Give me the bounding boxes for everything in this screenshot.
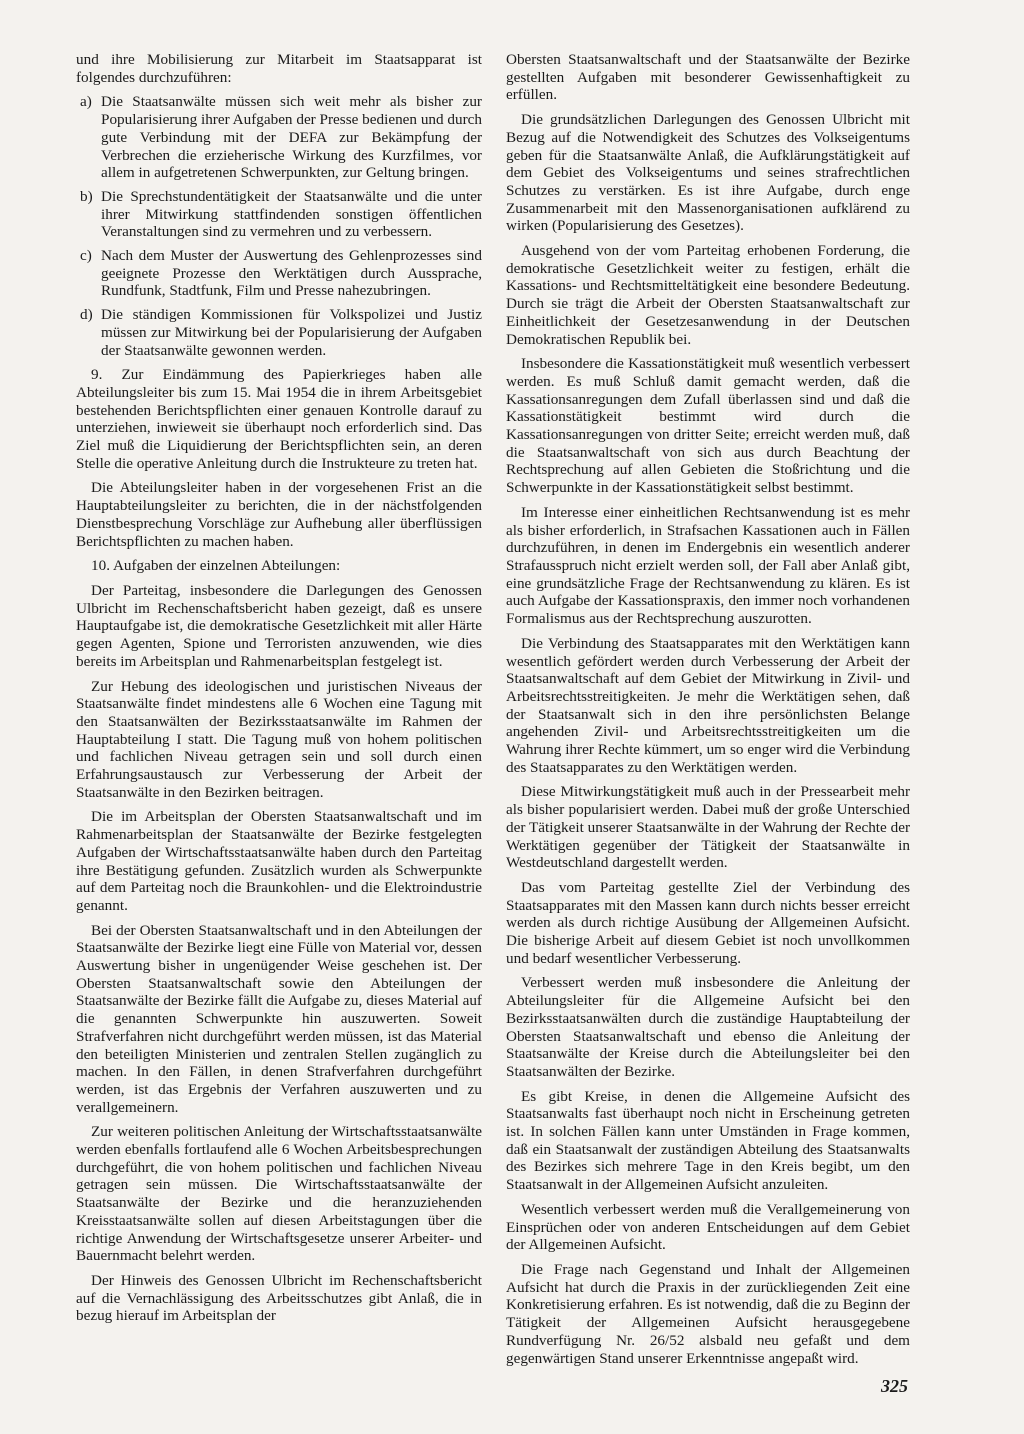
paragraph: Bei der Obersten Staatsanwaltschaft und in den Abteilungen der Staatsanwälte der Bezirke liegt eine Fülle von Material vor, dessen Auswertung bisher in ungenügender Weise geschehen ist. Der Obersten Staatsanwaltschaft sowie den Abteilungen der Staatsanwälte der Bezirke fällt die Aufgabe zu, dieses Material auf die genannten Schwerpunkte hin auszuwerten. Soweit Strafverfahren nicht durchgeführt werden müssen, ist das Material den beteiligten Ministerien und zentralen Stellen zugänglich zu machen. In den Fällen, in denen Strafverfahren durchgeführt werden, ist das Ergebnis der Verfahren auszuwerten und zu verallgemeinern.: [76, 921, 482, 1116]
list-marker: c): [80, 247, 92, 265]
paragraph: Ausgehend von der vom Parteitag erhobenen Forderung, die demokratische Gesetzlichkeit weiter zu festigen, erhält die Kassations- und Rechtsmitteltätigkeit eine besondere Bedeutung. Durch sie trägt die Arbeit der Obersten Staatsanwaltschaft zur Einheitlichkeit der Gesetzesanwendung in der Deutschen Demokratischen Republik bei.: [506, 242, 910, 348]
list-item-text: Die ständigen Kommissionen für Volkspolizei und Justiz müssen zur Mitwirkung bei der Popularisierung der Aufgaben der Staatsanwälte gewonnen werden.: [101, 306, 482, 359]
list-item: [76, 247, 482, 300]
paragraph: Der Hinweis des Genossen Ulbricht im Rechenschaftsbericht auf die Vernachlässigung des Arbeitsschutzes gibt Anlaß, die in bezug hierauf im Arbeitsplan der: [76, 1272, 482, 1325]
paragraph: Die Frage nach Gegenstand und Inhalt der Allgemeinen Aufsicht hat durch die Praxis in der zurückliegenden Zeit eine Konkretisierung erfahren. Es ist notwendig, daß die zu Beginn der Tätigkeit der Allgemeinen Aufsicht herausgegebene Rundverfügung Nr. 26/52 alsbald neu gefaßt und dem gegenwärtigen Stand unserer Erkenntnisse angepaßt wird.: [506, 1261, 910, 1367]
paragraph: Diese Mitwirkungstätigkeit muß auch in der Pressearbeit mehr als bisher popularisiert werden. Dabei muß der große Unterschied der Tätigkeit unserer Staatsanwälte in der Wahrung der Rechte der Werktätigen gegenüber der Tätigkeit der Staatsanwälte in Westdeutschland dargestellt werden.: [506, 783, 910, 872]
paragraph: Die Abteilungsleiter haben in der vorgesehenen Frist an die Hauptabteilungsleiter zu berichten, die in der nächstfolgenden Dienstbesprechung Vorschläge zur Aufhebung aller überflüssigen Berichtspflichten zu machen haben.: [76, 479, 482, 550]
paragraph: 9. Zur Eindämmung des Papierkrieges haben alle Abteilungsleiter bis zum 15. Mai 1954 die in ihrem Arbeitsgebiet bestehenden Berichtspflichten einer genauen Kontrolle darauf zu unterziehen, inwieweit sie überhaupt noch erforderlich sind. Das Ziel muß die Liquidierung der Berichtspflichten sein, an deren Stelle die operative Anleitung durch die Instrukteure zu treten hat.: [76, 366, 482, 472]
list-marker: d): [80, 306, 93, 324]
paragraph: Zur weiteren politischen Anleitung der Wirtschaftsstaatsanwälte werden ebenfalls fortlaufend alle 6 Wochen Arbeitsbesprechungen durchgeführt, die von hohem politischen und fachlichen Niveau getragen sein müssen. Die Wirtschaftsstaatsanwälte der Staatsanwälte der Bezirke und die heranzuziehenden Kreisstaatsanwälte sollen auf diesen Arbeitstagungen über die richtige Anwendung der Wirtschaftsgesetze unserer Arbeiter- und Bauernmacht belehrt werden.: [76, 1123, 482, 1265]
right-column: [506, 51, 910, 1374]
paragraph: Es gibt Kreise, in denen die Allgemeine Aufsicht des Staatsanwalts fast überhaupt noch nicht in Erscheinung getreten ist. In solchen Fällen kann unter Umständen in Frage kommen, daß ein Staatsanwalt der zuständigen Abteilung des Staatsanwalts des Bezirkes sich mehrere Tage in den Kreis begibt, um den Staatsanwalt in der Allgemeinen Aufsicht anzuleiten.: [506, 1087, 910, 1194]
left-column: [76, 51, 482, 1332]
paragraph: Der Parteitag, insbesondere die Darlegungen des Genossen Ulbricht im Rechenschaftsbericht haben gezeigt, daß es unsere Hauptaufgabe ist, die demokratische Gesetzlichkeit mit aller Härte gegen Agenten, Spione und Terroristen anzuwenden, wie dies bereits im Arbeitsplan und Rahmenarbeitsplan festgelegt ist.: [76, 581, 482, 670]
paragraph: Die im Arbeitsplan der Obersten Staatsanwaltschaft und im Rahmenarbeitsplan der Staatsanwälte der Bezirke festgelegten Aufgaben der Wirtschaftsstaatsanwälte haben durch den Parteitag ihre Bestätigung gefunden. Zusätzlich wurden als Schwerpunkte auf dem Parteitag noch die Braunkohlen- und die Elektroindustrie genannt.: [76, 808, 482, 914]
continuation-paragraph: Obersten Staatsanwaltschaft und der Staatsanwälte der Bezirke gestellten Aufgaben mit besonderer Gewissenhaftigkeit zu erfüllen.: [506, 51, 910, 104]
intro-paragraph: und ihre Mobilisierung zur Mitarbeit im Staatsapparat ist folgendes durchzuführen:: [76, 51, 482, 86]
list-item-text: Die Staatsanwälte müssen sich weit mehr als bisher zur Popularisierung ihrer Aufgaben der Presse bedienen und durch gute Verbindung mit der DEFA zur Bekämpfung der Verbrechen die erzieherische Wirkung des Kurzfilmes, vor allem in aufgetretenen Schwerpunkten, zur Geltung bringen.: [101, 93, 482, 182]
list-item-text: Die Sprechstundentätigkeit der Staatsanwälte und die unter ihrer Mitwirkung stattfindenden sonstigen öffentlichen Veranstaltungen sind zu vermehren und zu verbessern.: [101, 187, 482, 241]
list-item-text: Nach dem Muster der Auswertung des Gehlenprozesses sind geeignete Prozesse den Werktätigen durch Aussprache, Rundfunk, Stadtfunk, Film und Presse nahezubringen.: [101, 247, 482, 300]
paragraph: Die grundsätzlichen Darlegungen des Genossen Ulbricht mit Bezug auf die Notwendigkeit des Schutzes des Volkseigentums geben für die Staatsanwälte Anlaß, die Aufklärungstätigkeit auf dem Gebiet des Volkseigentums und seines strafrechtlichen Schutzes zu verstärken. Es ist ihre Aufgabe, durch enge Zusammenarbeit mit den Massenorganisationen aufklärend zu wirken (Popularisierung des Gesetzes).: [506, 111, 910, 235]
list-marker: a): [80, 93, 92, 111]
paragraph: Insbesondere die Kassationstätigkeit muß wesentlich verbessert werden. Es muß Schluß damit gemacht werden, daß die Kassationsanregungen dem Zufall überlassen sind und daß die Kassationstätigkeit bestimmt wird durch die Kassationsanregungen von dritter Seite; erreicht werden muß, daß die Staatsanwaltschaft von sich aus durch Beachtung der Rechtsprechung auf allen Gebieten die Stoßrichtung und die Schwerpunkte in der Kassationstätigkeit selbst bestimmt.: [506, 355, 910, 497]
paragraph: Im Interesse einer einheitlichen Rechtsanwendung ist es mehr als bisher erforderlich, in Strafsachen Kassationen auch in Fällen durchzuführen, in denen im Endergebnis ein wesentlich anderer Strafausspruch nicht erzielt werden soll, der Fall aber Anlaß gibt, eine grundsätzliche Frage der Rechtsanwendung zu klären. Es ist auch Aufgabe der Kassationspraxis, den immer noch vorhandenen Formalismus aus der Rechtsprechung auszurotten.: [506, 503, 910, 628]
page-number: 325: [881, 1376, 908, 1396]
section-heading: 10. Aufgaben der einzelnen Abteilungen:: [91, 557, 341, 575]
list-item: [76, 188, 482, 241]
paragraph: Die Verbindung des Staatsapparates mit den Werktätigen kann wesentlich gefördert werden durch Verbesserung der Arbeit der Staatsanwaltschaft auf dem Gebiet der Mitwirkung in Zivil- und Arbeitsrechtsstreitigkeiten. Je mehr die Werktätigen sehen, daß der Staatsanwalt sich in den ihre persönlichsten Belange angehenden Zivil- und Arbeitsrechtsstreitigkeiten um die Wahrung ihrer Rechte kümmert, um so enger wird die Verbindung des Staatsapparates zu den Werktätigen werden.: [506, 634, 910, 776]
paragraph: Verbessert werden muß insbesondere die Anleitung der Abteilungsleiter für die Allgemeine Aufsicht bei den Bezirksstaatsanwälten durch die zuständige Hauptabteilung der Obersten Staatsanwaltschaft und ebenso die Anleitung der Staatsanwälte der Kreise durch die Abteilungsleiter bei den Staatsanwälten der Bezirke.: [506, 974, 910, 1080]
list-item: [76, 306, 482, 359]
list-marker: b): [80, 187, 93, 205]
list-item: [76, 93, 482, 182]
measures-list: [76, 93, 482, 359]
paragraph: Wesentlich verbessert werden muß die Verallgemeinerung von Einsprüchen oder von anderen Entscheidungen auf dem Gebiet der Allgemeinen Aufsicht.: [506, 1200, 910, 1254]
paragraph: Zur Hebung des ideologischen und juristischen Niveaus der Staatsanwälte findet mindestens alle 6 Wochen eine Tagung mit den Staatsanwälten der Bezirksstaatsanwälte im Rahmen der Hauptabteilung I statt. Die Tagung muß von hohem politischen und fachlichen Niveau getragen sein und soll durch einen Erfahrungsaustausch zur Verbesserung der Arbeit der Staatsanwälte in den Bezirken beitragen.: [76, 677, 482, 801]
paragraph: Das vom Parteitag gestellte Ziel der Verbindung des Staatsapparates mit den Massen kann durch nichts besser erreicht werden als durch richtige Ausübung der Allgemeinen Aufsicht. Die bisherige Arbeit auf diesem Gebiet ist noch unvollkommen und bedarf wesentlicher Verbesserung.: [506, 878, 910, 967]
